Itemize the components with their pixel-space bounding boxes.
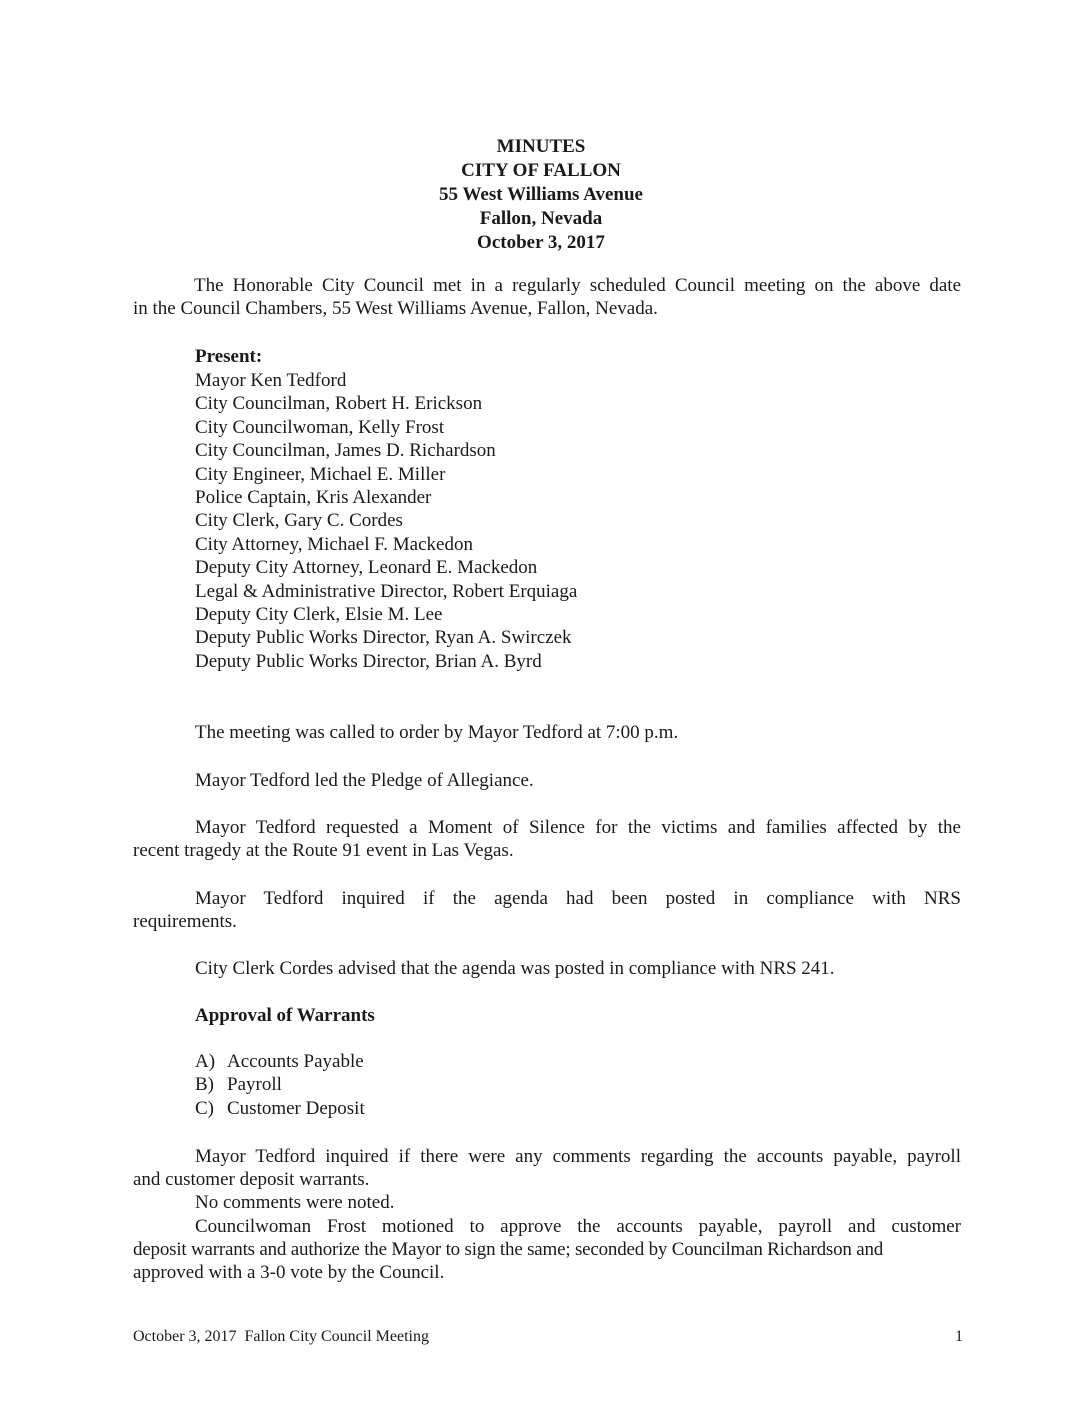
warrant-item-text: Customer Deposit — [227, 1097, 365, 1119]
motion-line-1: Councilwoman Frost motioned to approve the accounts payable, payroll and customer — [195, 1216, 961, 1237]
agenda-line-1: Mayor Tedford inquired if the agenda had been posted in compliance with NRS — [195, 888, 961, 909]
agenda-line-2: requirements. — [133, 911, 237, 932]
pledge: Mayor Tedford led the Pledge of Allegiance. — [195, 770, 534, 791]
header-city: CITY OF FALLON — [461, 160, 621, 181]
page-footer — [133, 1327, 963, 1347]
no-comments: No comments were noted. — [195, 1192, 395, 1213]
silence-line-2: recent tragedy at the Route 91 event in Las Vegas. — [133, 840, 514, 861]
warrant-item-text: Payroll — [227, 1074, 282, 1096]
called-to-order: The meeting was called to order by Mayor Tedford at 7:00 p.m. — [195, 722, 679, 743]
intro-line-1: The Honorable City Council met in a regularly scheduled Council meeting on the above date — [194, 275, 961, 296]
present-member: Deputy City Clerk, Elsie M. Lee — [195, 604, 443, 626]
present-member: City Councilman, James D. Richardson — [195, 440, 496, 462]
warrant-item-text: Accounts Payable — [227, 1051, 364, 1072]
warrants-heading: Approval of Warrants — [195, 1005, 375, 1026]
present-heading: Present: — [195, 346, 263, 367]
warrants-list — [195, 1050, 365, 1120]
present-member: Deputy Public Works Director, Ryan A. Swirczek — [195, 627, 572, 649]
warrant-item — [195, 1097, 365, 1120]
present-member: City Councilman, Robert H. Erickson — [195, 393, 483, 415]
header-date: October 3, 2017 — [477, 232, 605, 253]
present-member: Police Captain, Kris Alexander — [195, 487, 432, 509]
present-member: Deputy Public Works Director, Brian A. Byrd — [195, 650, 542, 672]
warrant-item — [195, 1073, 365, 1096]
motion-line-3: approved with a 3-0 vote by the Council. — [133, 1262, 445, 1283]
page-number: 1 — [955, 1328, 963, 1345]
intro-line-2: in the Council Chambers, 55 West Williams Avenue, Fallon, Nevada. — [133, 298, 658, 319]
present-member: Deputy City Attorney, Leonard E. Mackedon — [195, 557, 538, 579]
warrant-item-label: A) — [195, 1051, 216, 1072]
present-member: Legal & Administrative Director, Robert Erquiaga — [195, 580, 578, 602]
clerk-statement: City Clerk Cordes advised that the agenda was posted in compliance with NRS 241. — [195, 958, 835, 979]
present-member: City Clerk, Gary C. Cordes — [195, 510, 403, 532]
header-location: Fallon, Nevada — [479, 208, 603, 229]
warrant-item-label: B) — [195, 1074, 214, 1096]
document-header — [0, 135, 1082, 255]
present-member: City Councilwoman, Kelly Frost — [195, 416, 445, 438]
present-member: City Engineer, Michael E. Miller — [195, 463, 446, 485]
warrant-item — [195, 1050, 365, 1073]
warrants-comments-line-2: and customer deposit warrants. — [133, 1169, 370, 1190]
footer-text: October 3, 2017 Fallon City Council Meeting — [133, 1328, 429, 1345]
present-member: Mayor Ken Tedford — [195, 370, 347, 391]
header-title: MINUTES — [496, 136, 586, 157]
motion-line-2: deposit warrants and authorize the Mayor to sign the same; seconded by Councilman Richardson and — [133, 1239, 884, 1260]
header-address: 55 West Williams Avenue — [439, 184, 643, 205]
present-member: City Attorney, Michael F. Mackedon — [195, 533, 473, 555]
present-list — [195, 369, 577, 673]
warrants-comments-line-1: Mayor Tedford inquired if there were any comments regarding the accounts payable, payroll — [195, 1146, 961, 1167]
warrant-item-label: C) — [195, 1097, 214, 1119]
silence-line-1: Mayor Tedford requested a Moment of Silence for the victims and families affected by the — [195, 817, 961, 838]
